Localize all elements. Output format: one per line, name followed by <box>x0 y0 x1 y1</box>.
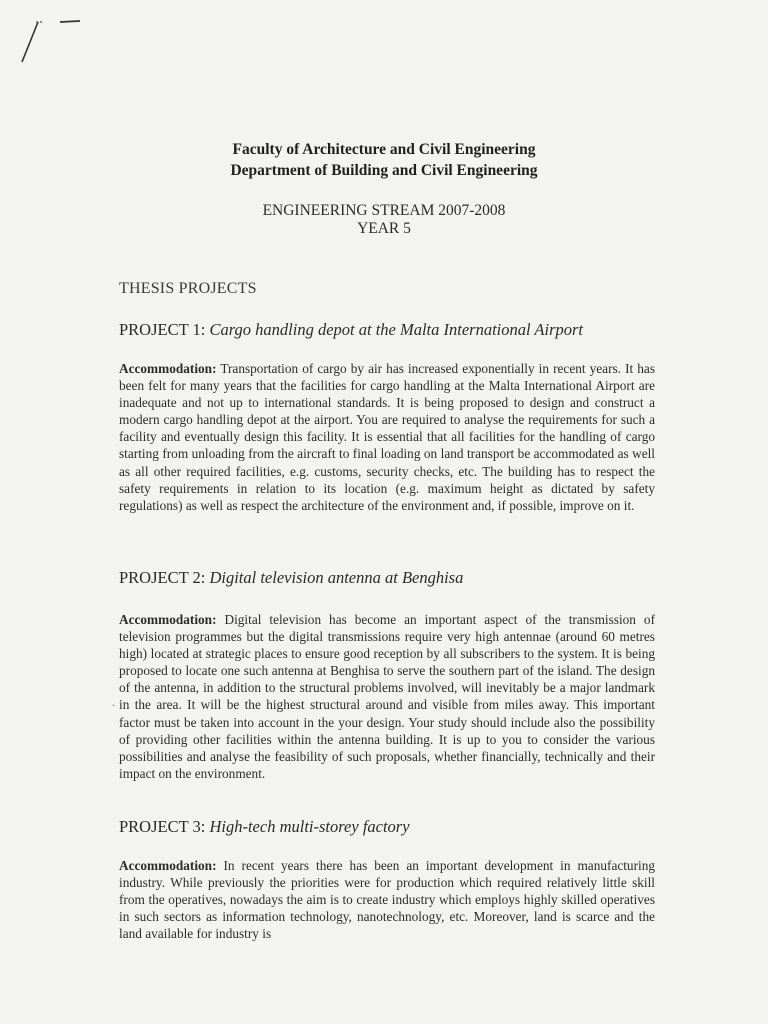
project-1-label: PROJECT 1: <box>119 320 206 339</box>
project-3-body: In recent years there has been an important development in manufacturing industry. While previously the priorities were for production which required relatively little skill from the operatives, nowadays the aim is to create industry which employs highly skilled operatives in such sectors as information technology, nanotechnology, etc. Moreover, land is scarce and the land available for industry is <box>119 858 656 942</box>
project-2-paragraph <box>119 611 655 782</box>
project-1-paragraph <box>119 360 655 514</box>
project-3-lead: Accommodation: <box>119 858 217 873</box>
department-heading: Department of Building and Civil Engineering <box>230 162 538 179</box>
project-2-label: PROJECT 2: <box>119 568 206 587</box>
project-2-heading <box>119 568 463 588</box>
project-3-paragraph <box>119 857 655 942</box>
project-3-title: High-tech multi-storey factory <box>209 817 410 836</box>
scan-dot: . <box>112 695 115 709</box>
project-2-title: Digital television antenna at Benghisa <box>209 568 464 587</box>
section-title: THESIS PROJECTS <box>119 280 257 297</box>
project-1-body: Transportation of cargo by air has increased exponentially in recent years. It has been felt for many years that the facilities for cargo handling at the Malta International Airport are inadequate and not up to international standards. It is being proposed to design and construct a modern cargo handling depot at the airport. You are required to analyse the requirements for such a facility and eventually design this facility. It is essential that all facilities for the handling of cargo starting from unloading from the aircraft to final loading on land transport be accommodated as well as all other required facilities, e.g. customs, security checks, etc. The building has to respect the safety requirements in relation to its location (e.g. maximum height as dictated by safety regulations) as well as respect the architecture of the environment and, if possible, improve on it. <box>119 361 655 513</box>
faculty-heading: Faculty of Architecture and Civil Engineering <box>232 141 536 158</box>
pen-mark-icon <box>0 0 100 90</box>
stream-title: ENGINEERING STREAM 2007-2008 <box>262 202 506 219</box>
project-2-lead: Accommodation: <box>119 612 217 627</box>
project-3-heading <box>119 817 410 837</box>
project-1-title: Cargo handling depot at the Malta International Airport <box>209 320 584 339</box>
project-2-body: Digital television has become an important aspect of the transmission of television programmes but the digital transmissions require very high antennae (around 60 metres high) located at strategic places to ensure good reception by all subscribers to the system. It is being proposed to locate one such antenna at Benghisa to serve the southern part of the island. The design of the antenna, in addition to the structural problems involved, will inevitably be a major landmark in the area. It will be the highest structural around and visible from miles away. This important factor must be taken into account in the your design. Your study should include also the possibility of providing other facilities within the antenna building. It is up to you to consider the various possibilities and analyse the feasibility of such proposals, whether financially, technically and their impact on the environment. <box>119 612 656 781</box>
year-label: YEAR 5 <box>357 220 411 237</box>
project-1-lead: Accommodation: <box>119 361 217 376</box>
project-3-label: PROJECT 3: <box>119 817 206 836</box>
project-1-heading <box>119 320 583 340</box>
